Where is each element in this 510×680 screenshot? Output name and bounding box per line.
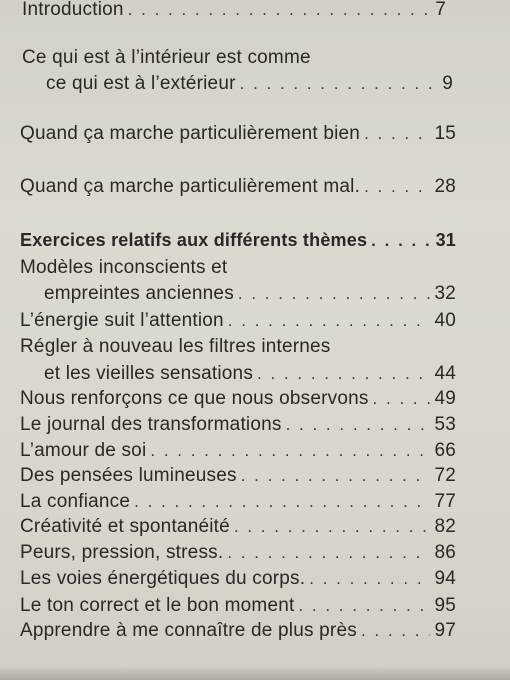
toc-entry-title: Quand ça marche particulièrement bien (20, 123, 361, 144)
toc-page-number: 40 (434, 310, 456, 331)
toc-entry-title: Apprendre à me connaître de plus près (20, 620, 357, 641)
toc-entry-pensees (20, 464, 456, 488)
toc-entry-confiance (20, 490, 456, 514)
toc-page-number: 32 (434, 283, 456, 304)
toc-entry-title: Exercices relatifs aux différents thèmes (20, 230, 368, 250)
dot-leader (373, 387, 431, 411)
toc-entry-title-line1: Ce qui est à l’intérieur est comme (22, 47, 311, 68)
toc-page-number: 95 (434, 595, 456, 616)
toc-entry-title-line1: Régler à nouveau les filtres internes (20, 336, 331, 357)
dot-leader (227, 541, 430, 565)
toc-entry-peurs (20, 541, 456, 565)
toc-entry-title: Quand ça marche particulièrement mal. (20, 176, 361, 197)
toc-entry-title: Introduction (22, 0, 124, 20)
dot-leader (371, 229, 431, 253)
toc-entry-title: ce qui est à l’extérieur (46, 73, 236, 94)
toc-entry-title: Les voies énergétiques du corps. (20, 568, 306, 589)
toc-entry-introduction (22, 0, 446, 22)
toc-entry-title: L’énergie suit l’attention (20, 310, 224, 331)
toc-page-number: 53 (434, 414, 456, 435)
toc-entry-creativite (20, 515, 456, 539)
dot-leader (134, 490, 430, 514)
toc-page-number: 15 (434, 123, 456, 144)
toc-page-number: 66 (434, 440, 456, 461)
dot-leader (257, 362, 430, 386)
toc-page-number: 94 (434, 568, 456, 589)
dot-leader (286, 413, 431, 437)
toc-page-number: 97 (434, 620, 456, 641)
toc-entry-voies (20, 567, 456, 591)
toc-entry-exercices (20, 228, 456, 253)
toc-entry-modeles (44, 282, 456, 306)
dot-leader (128, 0, 432, 22)
toc-entry-renforcons (20, 387, 456, 411)
toc-page-number: 86 (434, 542, 456, 563)
dot-leader (240, 72, 439, 96)
toc-entry-title: Le ton correct et le bon moment (20, 595, 295, 616)
toc-entry-title: L’amour de soi (20, 440, 147, 461)
toc-entry-energie (20, 309, 456, 333)
toc-entry-apprendre (20, 619, 456, 643)
toc-entry-ton (20, 594, 456, 618)
toc-entry-title: Des pensées lumineuses (20, 465, 237, 486)
toc-entry-title: La confiance (20, 491, 131, 512)
dot-leader (241, 464, 431, 488)
toc-entry-interieur (46, 72, 453, 96)
dot-leader (309, 567, 430, 591)
dot-leader (238, 282, 431, 306)
toc-page-number: 31 (435, 230, 456, 250)
toc-entry-amour (20, 439, 456, 463)
toc-entry-title: Nous renforçons ce que nous observons (20, 388, 369, 409)
toc-page-number: 82 (434, 516, 456, 537)
dot-leader (150, 439, 430, 463)
toc-entry-title: Peurs, pression, stress. (20, 542, 224, 563)
toc-entry-bien (20, 122, 456, 146)
dot-leader (361, 619, 431, 643)
toc-entry-title: Le journal des transformations (20, 414, 282, 435)
toc-page-number: 28 (434, 176, 456, 197)
toc-entry-title-line1: Modèles inconscients et (20, 257, 228, 278)
toc-page-number: 44 (434, 363, 456, 384)
dot-leader (234, 515, 431, 539)
dot-leader (228, 309, 431, 333)
toc-entry-mal (20, 175, 456, 199)
toc-page-number: 77 (434, 491, 456, 512)
toc-entry-journal (20, 413, 456, 437)
dot-leader (364, 122, 430, 146)
toc-entry-filtres (44, 362, 456, 386)
dot-leader (298, 594, 430, 618)
toc-page-number: 7 (435, 0, 446, 20)
toc-entry-title: et les vieilles sensations (44, 363, 254, 384)
toc-page-number: 9 (442, 73, 453, 94)
toc-entry-title: Créativité et spontanéité (20, 516, 230, 537)
toc-entry-title: empreintes anciennes (44, 283, 234, 304)
page-edge-shadow (0, 666, 510, 680)
dot-leader (364, 175, 430, 199)
toc-page-number: 49 (434, 388, 456, 409)
toc-page-number: 72 (434, 465, 456, 486)
